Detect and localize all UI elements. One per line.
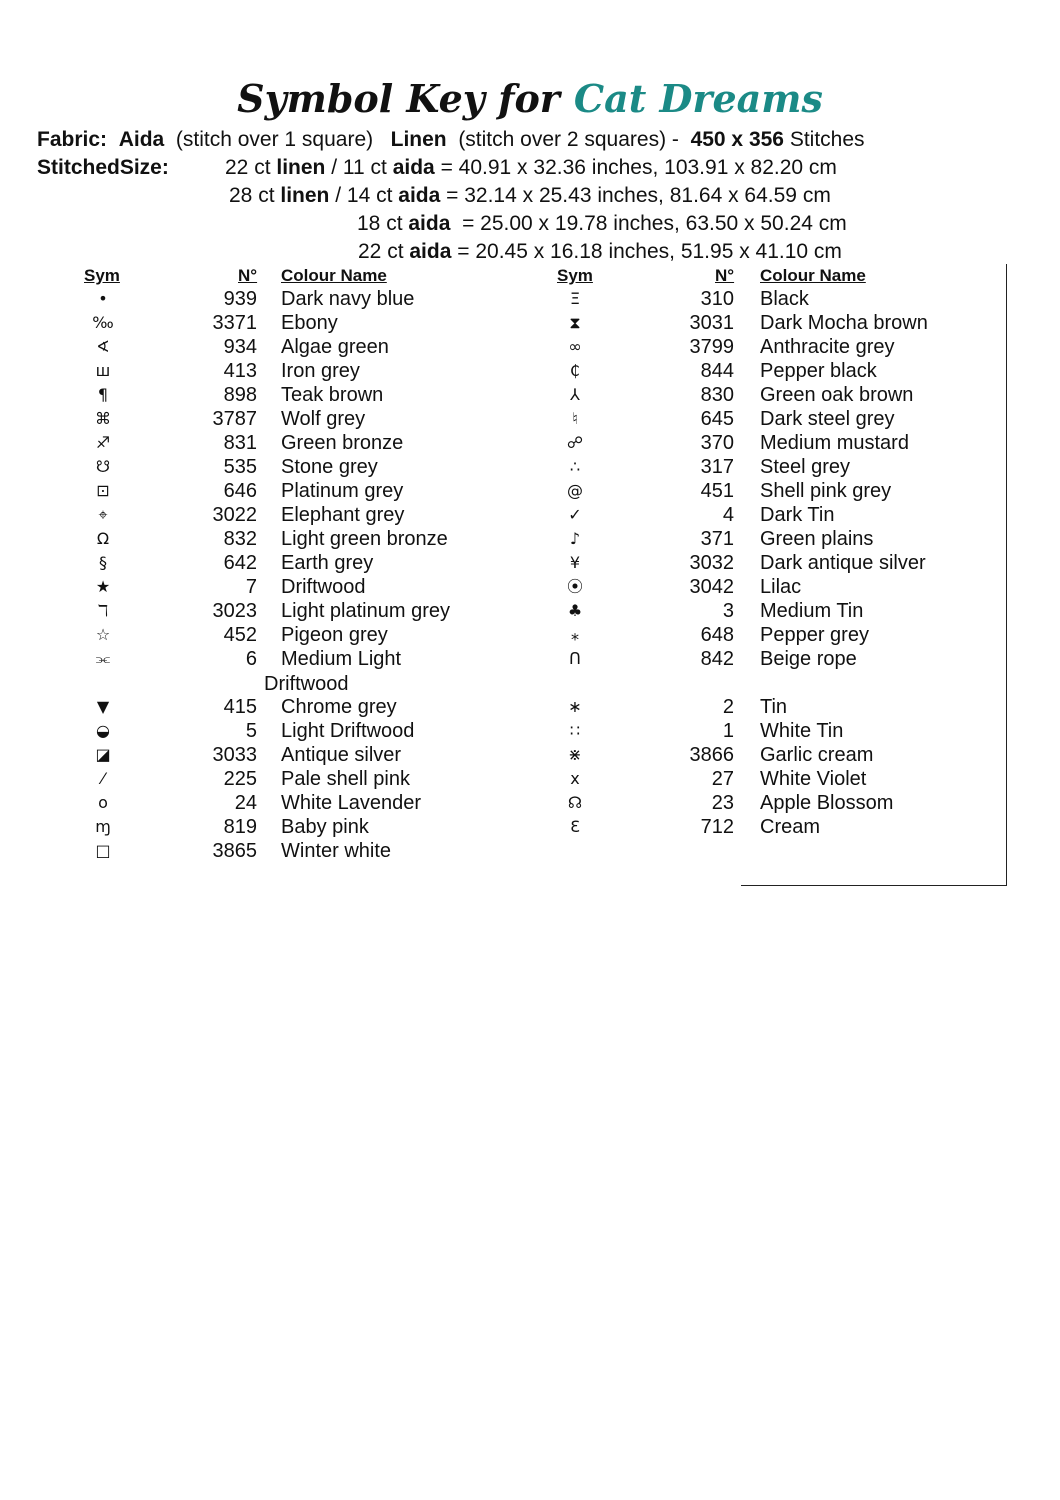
- thread-number: 451: [700, 480, 734, 502]
- colour-name: Green bronze: [281, 432, 404, 454]
- colour-name: Pepper grey: [760, 624, 869, 646]
- stitched-size-line: 18 ct aida = 25.00 x 19.78 inches, 63.50 x 50.24 cm: [357, 212, 847, 235]
- symbol-glyph-icon: @: [567, 481, 583, 500]
- colour-name: Steel grey: [760, 456, 851, 478]
- symbol-glyph-icon: ◪: [95, 745, 111, 764]
- thread-number: 642: [223, 552, 257, 574]
- colour-name: Antique silver: [281, 744, 402, 766]
- thread-number: 3022: [212, 504, 257, 526]
- symbol-glyph-icon: ☊: [567, 793, 583, 812]
- colour-name: Shell pink grey: [760, 480, 892, 502]
- table-border-bottom: [741, 885, 1007, 886]
- colour-name: Chrome grey: [281, 696, 397, 718]
- thread-number: 832: [223, 528, 257, 550]
- thread-number: 3: [722, 600, 734, 622]
- thread-number: 3787: [212, 408, 257, 430]
- fabric-line: [37, 128, 865, 152]
- symbol-glyph-icon: ⋇: [568, 745, 582, 764]
- thread-number: 3866: [689, 744, 734, 766]
- colour-name: Garlic cream: [760, 744, 874, 766]
- colour-name: Lilac: [760, 576, 802, 598]
- symbol-glyph-icon: ◒: [96, 721, 110, 740]
- symbol-glyph-icon: ∗: [568, 697, 582, 716]
- colour-name: Baby pink: [281, 816, 369, 838]
- symbol-glyph-icon: ⫘: [95, 649, 111, 668]
- header-sym: Sym: [84, 266, 120, 285]
- symbol-glyph-icon: □: [95, 841, 111, 860]
- thread-number: 317: [700, 456, 734, 478]
- symbol-glyph-icon: ∴: [569, 457, 581, 476]
- symbol-glyph-icon: ⁎: [571, 625, 579, 644]
- header-colour-name: Colour Name: [760, 266, 866, 285]
- symbol-glyph-icon: ★: [95, 577, 111, 596]
- colour-name: Wolf grey: [281, 408, 366, 430]
- symbol-glyph-icon: ▼: [96, 697, 110, 716]
- symbol-glyph-icon: ш: [95, 361, 111, 380]
- thread-number: 3799: [689, 336, 734, 358]
- thread-number: 842: [700, 648, 734, 670]
- colour-name: Dark Mocha brown: [760, 312, 928, 334]
- symbol-glyph-icon: ℸ: [97, 601, 109, 620]
- colour-name: Pale shell pink: [281, 768, 410, 790]
- thread-number: 645: [700, 408, 734, 430]
- thread-number: 712: [700, 816, 734, 838]
- colour-name: White Lavender: [281, 792, 422, 814]
- symbol-glyph-icon: ♐: [95, 433, 111, 452]
- colour-name: Algae green: [281, 336, 389, 358]
- colour-name: Dark steel grey: [760, 408, 895, 430]
- stitches-word: Stitches: [789, 128, 865, 151]
- symbol-glyph-icon: ⊡: [96, 481, 110, 500]
- colour-name: Driftwood: [281, 576, 366, 598]
- colour-name: Cream: [760, 816, 821, 838]
- thread-number: 2: [722, 696, 734, 718]
- header-sym: Sym: [557, 266, 593, 285]
- table-border-right: [1006, 264, 1007, 886]
- colour-name: Earth grey: [281, 552, 374, 574]
- page-title: [0, 76, 1060, 121]
- symbol-glyph-icon: ☍: [566, 433, 584, 452]
- thread-number: 646: [223, 480, 257, 502]
- thread-number: 844: [700, 360, 734, 382]
- symbol-glyph-icon: ⌖: [98, 505, 108, 524]
- thread-number: 370: [700, 432, 734, 454]
- colour-name: Stone grey: [281, 456, 378, 478]
- colour-name: Light platinum grey: [281, 600, 450, 622]
- colour-name: Dark navy blue: [281, 288, 415, 310]
- colour-name: Winter white: [281, 840, 392, 862]
- fabric-linen-note: (stitch over 2 squares) -: [458, 128, 679, 151]
- thread-number: 5: [245, 720, 257, 742]
- thread-number: 23: [711, 792, 734, 814]
- title-prefix: Symbol Key for: [237, 76, 560, 121]
- colour-name: White Tin: [760, 720, 844, 742]
- symbol-glyph-icon: ☆: [95, 625, 111, 644]
- colour-name: Pigeon grey: [281, 624, 388, 646]
- thread-number: 934: [223, 336, 257, 358]
- stitched-size-line: 22 ct aida = 20.45 x 16.18 inches, 51.95 x 41.10 cm: [358, 240, 842, 263]
- colour-name: Light Driftwood: [281, 720, 415, 742]
- colour-name: Black: [760, 288, 809, 310]
- symbol-glyph-icon: Ɛ: [570, 817, 580, 836]
- symbol-glyph-icon: ☋: [95, 457, 111, 476]
- colour-name: Medium mustard: [760, 432, 909, 454]
- thread-number: 371: [700, 528, 734, 550]
- colour-name: Anthracite grey: [760, 336, 895, 358]
- thread-number: 898: [223, 384, 257, 406]
- fabric-label: Fabric:: [37, 128, 108, 151]
- symbol-glyph-icon: ⅄: [570, 385, 580, 404]
- symbol-glyph-icon: ⁄: [101, 769, 105, 788]
- colour-name: Medium Light: [281, 648, 402, 670]
- colour-name: Iron grey: [281, 360, 360, 382]
- colour-name: Apple Blossom: [760, 792, 894, 814]
- thread-number: 535: [223, 456, 257, 478]
- symbol-glyph-icon: ο: [98, 793, 108, 812]
- symbol-glyph-icon: ⦿: [566, 577, 583, 596]
- thread-number: 24: [234, 792, 257, 814]
- thread-number: 7: [245, 576, 257, 598]
- symbol-glyph-icon: •: [98, 289, 108, 308]
- symbol-glyph-icon: ⌘: [95, 409, 111, 428]
- header-colour-name: Colour Name: [281, 266, 387, 285]
- stitch-count: 450 x 356: [690, 128, 784, 151]
- symbol-glyph-icon: ⧗: [569, 313, 581, 332]
- colour-name: Tin: [760, 696, 788, 718]
- thread-number: 819: [223, 816, 257, 838]
- symbol-glyph-icon: ₵: [569, 361, 581, 380]
- colour-name: Dark Tin: [760, 504, 835, 526]
- stitched-size-line: 22 ct linen / 11 ct aida = 40.91 x 32.36 inches, 103.91 x 82.20 cm: [225, 156, 837, 179]
- colour-name: Beige rope: [760, 648, 857, 670]
- thread-number: 225: [223, 768, 257, 790]
- symbol-glyph-icon: ‰: [92, 313, 114, 332]
- symbol-glyph-icon: ✓: [568, 505, 582, 524]
- colour-name: Ebony: [281, 312, 338, 334]
- thread-number: 27: [711, 768, 734, 790]
- colour-name: Teak brown: [281, 384, 384, 406]
- colour-name: Dark antique silver: [760, 552, 926, 574]
- thread-number: 1: [722, 720, 734, 742]
- symbol-glyph-icon: ∷: [569, 721, 581, 740]
- thread-number: 6: [245, 648, 257, 670]
- colour-name: Light green bronze: [281, 528, 448, 550]
- symbol-glyph-icon: §: [99, 553, 107, 572]
- symbol-glyph-icon: ♣: [567, 601, 583, 620]
- thread-number: 3023: [212, 600, 257, 622]
- thread-number: 939: [223, 288, 257, 310]
- thread-number: 413: [223, 360, 257, 382]
- colour-name: Medium Tin: [760, 600, 864, 622]
- name-continuation: Driftwood: [264, 673, 349, 695]
- thread-number: 4: [722, 504, 734, 526]
- colour-name: Green oak brown: [760, 384, 914, 406]
- fabric-aida-note: (stitch over 1 square): [175, 128, 374, 151]
- stitched-size-label: StitchedSize:: [37, 156, 169, 179]
- symbol-glyph-icon: ɱ: [95, 817, 111, 836]
- fabric-linen: Linen: [390, 128, 447, 151]
- symbol-glyph-icon: Ξ: [569, 289, 581, 308]
- colour-name: Platinum grey: [281, 480, 404, 502]
- colour-name: White Violet: [760, 768, 867, 790]
- fabric-aida: Aida: [118, 128, 165, 151]
- symbol-glyph-icon: ∢: [96, 337, 110, 356]
- symbol-glyph-icon: ¥: [569, 553, 581, 572]
- stitched-size-line: 28 ct linen / 14 ct aida = 32.14 x 25.43 inches, 81.64 x 64.59 cm: [229, 184, 831, 207]
- symbol-glyph-icon: ♪: [569, 529, 581, 548]
- symbol-glyph-icon: ᑎ: [569, 649, 581, 668]
- thread-number: 452: [223, 624, 257, 646]
- thread-number: 3032: [689, 552, 734, 574]
- colour-name: Pepper black: [760, 360, 877, 382]
- thread-number: 831: [223, 432, 257, 454]
- header-num: N°: [715, 266, 735, 285]
- thread-number: 3042: [689, 576, 734, 598]
- thread-number: 310: [700, 288, 734, 310]
- symbol-glyph-icon: x: [570, 769, 580, 788]
- colour-name: Green plains: [760, 528, 874, 550]
- colour-name: Elephant grey: [281, 504, 405, 526]
- thread-number: 648: [700, 624, 734, 646]
- pattern-name: Cat Dreams: [573, 76, 823, 121]
- symbol-glyph-icon: ∞: [568, 337, 582, 356]
- header-num: N°: [238, 266, 258, 285]
- symbol-glyph-icon: ¶: [97, 385, 109, 404]
- thread-number: 3371: [212, 312, 257, 334]
- thread-number: 3865: [212, 840, 257, 862]
- symbol-glyph-icon: Ω: [96, 529, 110, 548]
- thread-number: 3033: [212, 744, 257, 766]
- thread-number: 830: [700, 384, 734, 406]
- symbol-glyph-icon: ♮: [572, 409, 578, 428]
- thread-number: 3031: [689, 312, 734, 334]
- thread-number: 415: [223, 696, 257, 718]
